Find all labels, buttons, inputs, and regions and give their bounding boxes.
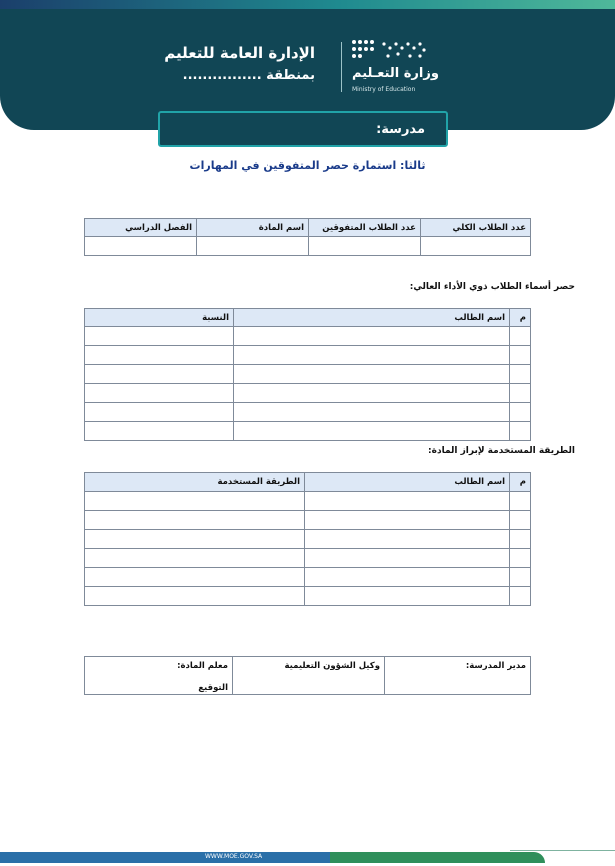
- percentage-cell[interactable]: [85, 403, 234, 422]
- index-cell[interactable]: [510, 384, 531, 403]
- summary-table: [84, 218, 531, 256]
- index-cell[interactable]: [510, 492, 531, 511]
- index-header: م: [510, 309, 531, 327]
- index-cell[interactable]: [510, 587, 531, 606]
- table-row: [85, 365, 531, 384]
- percentage-cell[interactable]: [85, 346, 234, 365]
- student-name-cell[interactable]: [305, 568, 510, 587]
- ministry-logo-icon: [350, 38, 428, 66]
- school-label: مدرسة:: [376, 122, 425, 137]
- table-row: [85, 422, 531, 441]
- student-name-cell[interactable]: [305, 549, 510, 568]
- student-name-cell[interactable]: [234, 384, 510, 403]
- method-cell[interactable]: [85, 511, 305, 530]
- index-cell[interactable]: [510, 511, 531, 530]
- semester-cell[interactable]: [85, 237, 197, 256]
- table-row: [85, 492, 531, 511]
- method-cell[interactable]: [85, 492, 305, 511]
- ministry-name-arabic: وزارة التعـليم: [352, 66, 439, 81]
- header-divider: [341, 42, 342, 92]
- form-title: ثالثا: استمارة حصر المتفوقين في المهارات: [189, 159, 426, 172]
- signature-label: التوقيع: [198, 683, 228, 693]
- table-row: [85, 587, 531, 606]
- principal-cell[interactable]: [385, 657, 531, 695]
- percentage-cell[interactable]: [85, 422, 234, 441]
- ministry-name-english: Ministry of Education: [352, 86, 416, 93]
- index-cell[interactable]: [510, 365, 531, 384]
- student-name-cell[interactable]: [234, 403, 510, 422]
- table-row: [85, 384, 531, 403]
- student-name-cell[interactable]: [305, 511, 510, 530]
- semester-header: الفصل الدراسي: [85, 219, 197, 237]
- method-cell[interactable]: [85, 530, 305, 549]
- subject-name-header: اسم المادة: [197, 219, 309, 237]
- admin-title: الإدارة العامة للتعليم: [164, 44, 315, 62]
- signature-table: [84, 656, 531, 695]
- region-line: بمنطقة ................: [182, 68, 315, 83]
- deputy-cell[interactable]: [233, 657, 385, 695]
- teacher-cell[interactable]: [85, 657, 233, 695]
- index-cell[interactable]: [510, 327, 531, 346]
- section2-heading: الطريقة المستخدمة لإبراز المادة:: [428, 446, 575, 456]
- method-header: الطريقة المستخدمة: [85, 473, 305, 492]
- footer-bar-accent: [0, 852, 330, 863]
- index-cell[interactable]: [510, 403, 531, 422]
- teacher-label: معلم المادة:: [177, 661, 228, 671]
- student-name-cell[interactable]: [234, 422, 510, 441]
- index-cell[interactable]: [510, 530, 531, 549]
- index-cell[interactable]: [510, 422, 531, 441]
- deputy-label: وكيل الشؤون التعليمية: [284, 661, 380, 671]
- percentage-header: النسبة: [85, 309, 234, 327]
- footer-divider: [510, 850, 615, 851]
- index-cell[interactable]: [510, 346, 531, 365]
- table-row: [85, 346, 531, 365]
- footer-website: WWW.MOE.GOV.SA: [205, 853, 263, 860]
- method-cell[interactable]: [85, 549, 305, 568]
- gifted-students-header: عدد الطلاب المتفوقين: [309, 219, 421, 237]
- student-name-cell[interactable]: [305, 587, 510, 606]
- table-row: [85, 511, 531, 530]
- percentage-cell[interactable]: [85, 327, 234, 346]
- index-cell[interactable]: [510, 568, 531, 587]
- index-header: م: [510, 473, 531, 492]
- student-name-header: اسم الطالب: [234, 309, 510, 327]
- principal-label: مدير المدرسة:: [465, 661, 526, 671]
- high-performers-table: [84, 308, 531, 441]
- student-name-cell[interactable]: [234, 365, 510, 384]
- subject-name-cell[interactable]: [197, 237, 309, 256]
- percentage-cell[interactable]: [85, 384, 234, 403]
- student-name-cell[interactable]: [234, 327, 510, 346]
- student-name-cell[interactable]: [305, 492, 510, 511]
- student-name-cell[interactable]: [234, 346, 510, 365]
- top-color-stripe: [0, 0, 615, 9]
- table-row: [85, 327, 531, 346]
- table-row: [85, 568, 531, 587]
- table-row: [85, 403, 531, 422]
- table-row: [85, 549, 531, 568]
- method-cell[interactable]: [85, 587, 305, 606]
- method-cell[interactable]: [85, 568, 305, 587]
- student-name-cell[interactable]: [305, 530, 510, 549]
- gifted-students-cell[interactable]: [309, 237, 421, 256]
- section1-heading: حصر أسماء الطلاب ذوي الأداء العالي:: [409, 282, 575, 292]
- index-cell[interactable]: [510, 549, 531, 568]
- table-row: [85, 530, 531, 549]
- total-students-cell[interactable]: [421, 237, 531, 256]
- percentage-cell[interactable]: [85, 365, 234, 384]
- total-students-header: عدد الطلاب الكلي: [421, 219, 531, 237]
- student-name-header: اسم الطالب: [305, 473, 510, 492]
- highlight-method-table: [84, 472, 531, 606]
